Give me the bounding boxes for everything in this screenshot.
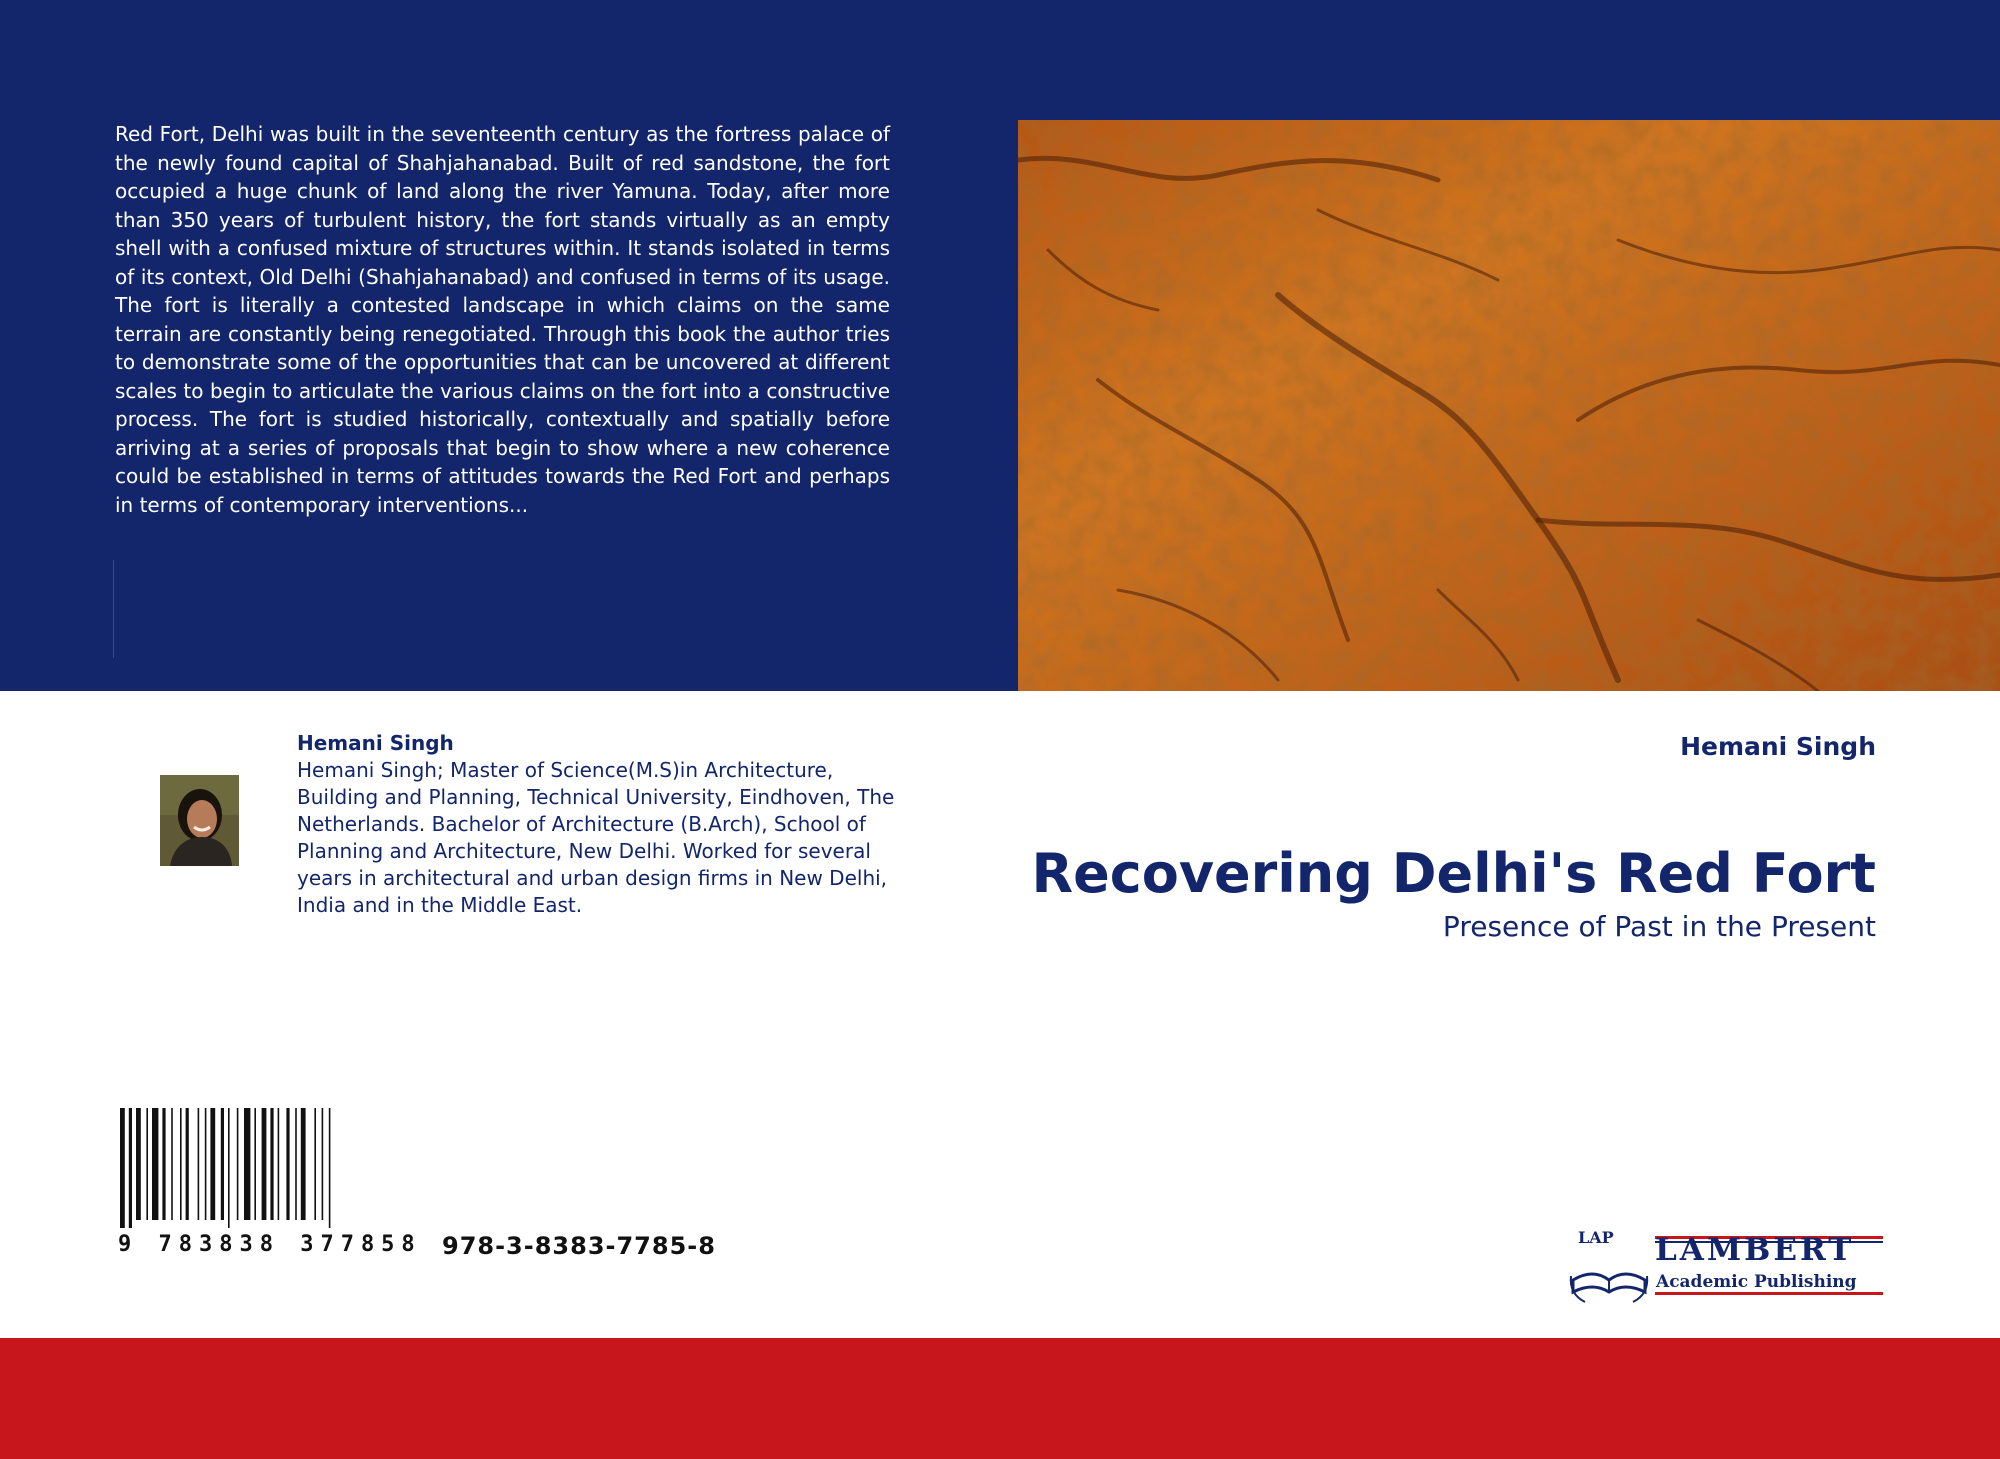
barcode-bar (205, 1108, 207, 1220)
bottom-red-band (0, 1338, 2000, 1459)
publisher-subtitle: Academic Publishing (1656, 1272, 1857, 1292)
barcode-bar (171, 1108, 173, 1220)
red-sandstone-texture-image (1018, 120, 2000, 691)
barcode-bar (295, 1108, 297, 1220)
front-cover-author: Hemani Singh (1680, 732, 1876, 761)
barcode-bar (228, 1108, 230, 1228)
barcode-bar (129, 1108, 132, 1228)
barcode-bar (180, 1108, 182, 1220)
isbn-number: 978-3-8383-7785-8 (442, 1232, 716, 1260)
author-bio-name: Hemani Singh (297, 731, 454, 755)
barcode-bar (198, 1108, 200, 1220)
author-photo (160, 775, 239, 866)
barcode-bar (186, 1108, 189, 1220)
back-cover-blurb: Red Fort, Delhi was built in the seventeenth century as the fortress palace of the newly found capital of Shahjahanabad. Built of red sandstone, the fort occupied a huge chunk of land along the river Yamuna. Today, after more than 350 years of turbulent history, the fort stands virtually as an empty shell with a confused mixture of structures within. It stands isolated in terms of its context, Old Delhi (Shahjahanabad) and confused in terms of its usage. The fort is literally a contested landscape in which claims on the same terrain are constantly being renegotiated. Through this book the author tries to demonstrate some of the opportunities that can be uncovered at different scales to begin to articulate the various claims on the fort into a constructive process. The fort is studied historically, contextually and spatially before arriving at a series of proposals that begin to show where a new coherence could be established in terms of attitudes towards the Red Fort and perhaps in terms of contemporary interventions... (115, 122, 890, 517)
barcode-bar (314, 1108, 316, 1220)
barcode-bar (322, 1108, 324, 1220)
barcode-bar (221, 1108, 224, 1220)
barcode-bar (270, 1108, 273, 1220)
barcode-bar (136, 1108, 141, 1220)
barcode-bar (329, 1108, 331, 1228)
barcode-bar (120, 1108, 125, 1228)
barcode-digits: 9 783838 377858 (118, 1232, 422, 1257)
publisher-name: LAMBERT (1655, 1232, 1855, 1268)
blurb-divider-line (113, 560, 114, 658)
barcode-bar (278, 1108, 280, 1220)
barcode-bar (244, 1108, 250, 1220)
publisher-badge: LAP (1578, 1228, 1614, 1247)
barcode-bar (210, 1108, 215, 1220)
barcode-bar (237, 1108, 239, 1220)
front-cover-title: Recovering Delhi's Red Fort (1031, 842, 1876, 905)
barcode-bar (286, 1108, 289, 1220)
front-cover-subtitle: Presence of Past in the Present (1442, 910, 1876, 943)
author-bio (297, 730, 897, 919)
barcode-bar (146, 1108, 148, 1220)
barcode-bar (254, 1108, 256, 1220)
barcode-bar (301, 1108, 306, 1220)
barcode-bar (152, 1108, 158, 1220)
barcode-bar (262, 1108, 267, 1220)
author-bio-text: Hemani Singh; Master of Science(M.S)in Architecture, Building and Planning, Technical University, Eindhoven, The Netherlands. Bachelor of Architecture (B.Arch), School of Planning and Architecture, New Delhi. Worked for several years in architectural and urban design firms in New Delhi, India and in the Middle East. (297, 758, 895, 917)
barcode-bar (162, 1108, 165, 1220)
